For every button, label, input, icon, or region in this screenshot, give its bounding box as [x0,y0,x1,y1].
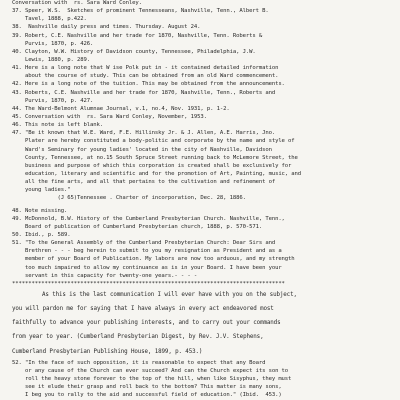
footnote-line: Purvis, 1870, p. 426. [12,40,94,47]
footnote-line: I beg you to rally to the aid and successful field of education." (Ibid. 453.) [12,392,282,399]
footnote-line: 48. Note missing. [12,207,68,214]
footnote-line: about the course of study. This can be obtained from an old Ward commencement. [12,73,279,80]
footnote-line: 43. Roberts, C.E. Nashville and her trade for 1870, Nashville, Tenn., Roberts and [12,89,276,96]
footnote-line: 50. Ibid., p. 589. [12,231,71,238]
footnote-line: 38. Nashville daily press and times. Thursday. August 24. [12,24,201,31]
footnote-line: Plater are hereby constituted a body-politic and corporate by the name and style of [12,138,295,145]
footnote-line: servant in this capacity for twenty-one years.- - - - [12,272,198,279]
quote-line: from year to year. (Cumberland Presbyterian Digest, by Rev. J.V. Stephens, [12,334,264,341]
footnote-line: Tavel, 1888, p.422. [12,16,87,23]
footnote-line: member of your Board of Publication. My labors are now too arduous, and my strength [12,256,295,263]
footnote-line: Lewis, 1880, p. 289. [12,56,90,63]
footnote-line: Conversation with rs. Sara Ward Conley. [12,0,142,6]
quote-line: faithfully to advance your publishing interests, and to carry out your commands [12,320,281,327]
footnote-line: or any cause of the Church can ever succeed? And can the Church expect its son to [12,368,289,374]
footnote-line: 49. McDonnold, B.W. History of the Cumberland Presbyterian Church. Nashville, Tenn., [12,215,285,222]
footnote-line: 39. Robert, C.E. Nashville and her trade for 1870, Nashville, Tenn. Roberts & [12,32,263,39]
footnote-line: Board of publication of Cumberland Presbyterian church, 1888, p. 570-571. [12,223,263,230]
footnote-line: 44. The Ward-Belmont Alumnae Journal, v.1, no.4, Nov. 1931, p. 1-2. [12,105,230,112]
footnote-line: education, literary and scientific and for the promotion of Art, Painting, music, and [12,170,302,177]
footnote-line: 37. Speer, W.S. Sketches of prominent Tennesseans, Nashville, Tenn., Albert B. [12,8,269,15]
footnote-line: 46. This note is left blank. [12,122,103,129]
footnote-line: County, Tennessee, at no.15 South Spruce Street running back to McLemore Street, the [12,154,298,161]
footnote-line: too much impaired to allow my continuance as is in your Board. I have been your [12,264,282,271]
quote-line: you will pardon me for saying that I have always in every act endeavored most [12,306,274,313]
footnote-line: 52. "In the face of such opposition, it is reasonable to expect that any Board [12,359,266,366]
footnote-line: 45. Conversation with rs. Sara Ward Conley, November, 1953. [12,113,207,120]
footnote-line: business and purpose of which this corporation is created shall be exclusively for [12,162,292,169]
footnote-line: roll the heavy stone forever to the top of the hill, when like Sisyphus, they must [12,376,292,383]
footnote-line: 47. "Be it known that W.E. Ward, F.E. Hillinsky Jr. & J. Allen, A.E. Harris, Jno. [12,130,276,137]
asterisk-separator: ************************************************************************************ [12,280,285,287]
charter-citation: (J 65)Tennessee . Charter of incorporation, Dec. 28, 1886. [12,195,246,202]
footnote-line: Purvis, 1870, p. 427. [12,97,94,104]
footnote-line: Ward's Seminary for young ladies' located in the city of Nashville, Davidson [12,146,272,153]
source-citation: Cumberland Presbyterian Publishing House, 1899, p. 453.) [12,348,203,355]
footnote-line: all the fine arts, and all that pertains to the cultivation and refinement of [12,179,276,186]
footnote-line: 51. "To the General Assembly of the Cumberland Presbyterian Church: Dear Sirs and [12,240,276,247]
footnote-line: 42. Here is a long note of the tuition. This may be obtained from the announcements. [12,81,285,88]
footnote-line: young ladies." [12,187,71,194]
footnote-line: Brethren - - - beg herein to submit to you my resignation as President and as a [12,248,282,255]
quote-line: As this is the last communication I will ever have with you on the subject, [42,291,297,298]
footnote-line: 41. Here is a long note that W ise Polk put in - it contained detailed information [12,65,279,72]
footnote-line: see it elude their grasp and roll back to the bottom? This matter is many sons, [12,384,282,391]
footnote-line: 40. Clayton, W.W. History of Davidson county, Tennessee, Philadelphia, J.W. [12,48,256,55]
footnotes-list [12,0,394,400]
